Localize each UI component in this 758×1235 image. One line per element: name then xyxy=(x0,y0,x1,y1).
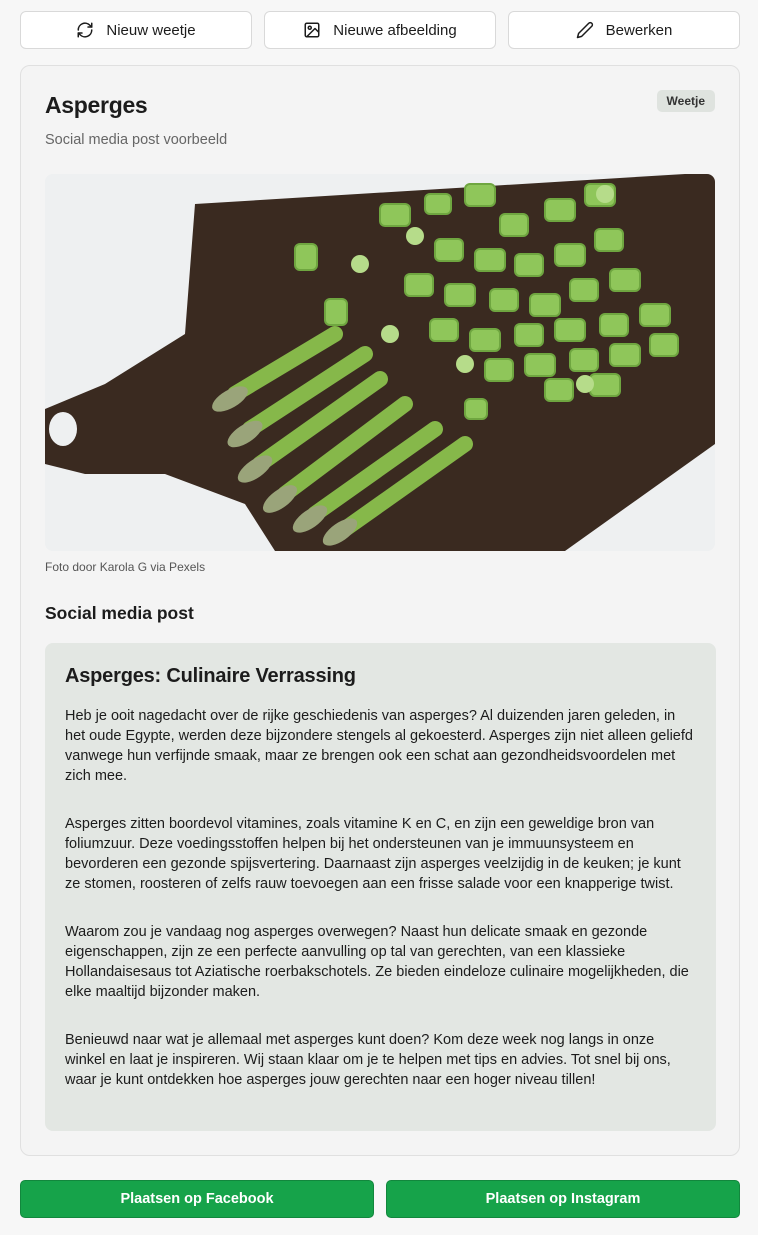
photo-credit: Foto door Karola G via Pexels xyxy=(45,560,206,574)
pencil-icon xyxy=(576,21,594,39)
social-post-preview xyxy=(45,643,716,1131)
edit-button[interactable] xyxy=(508,11,740,49)
new-fact-label: Nieuw weetje xyxy=(106,21,196,39)
post-heading: Asperges: Culinaire Verrassing xyxy=(65,665,356,687)
new-image-button[interactable] xyxy=(264,11,496,49)
section-title: Social media post xyxy=(45,603,194,623)
publish-actions xyxy=(20,1180,740,1218)
refresh-icon xyxy=(76,21,94,39)
card-subtitle: Social media post voorbeeld xyxy=(45,132,228,148)
new-image-label: Nieuwe afbeelding xyxy=(333,21,457,39)
edit-label: Bewerken xyxy=(605,21,673,39)
asparagus-photo xyxy=(45,174,715,551)
card-title: Asperges xyxy=(45,92,148,118)
post-paragraph: Benieuwd naar wat je allemaal met asperges kunt doen? Kom deze week nog langs in onze winkel en laat je inspireren. Wij staan klaar om je te helpen met tips en advies. Tot snel bij ons, waar je kunt ontdekken hoe asperges jouw gerechten naar een hoger niveau tillen! xyxy=(65,1032,671,1088)
category-badge: Weetje xyxy=(657,90,715,112)
image-icon xyxy=(303,21,321,39)
post-instagram-button[interactable]: Plaatsen op Instagram xyxy=(386,1180,740,1218)
new-fact-button[interactable] xyxy=(20,11,252,49)
post-paragraph: Heb je ooit nagedacht over de rijke geschiedenis van asperges? Al duizenden jaren geleden, in het oude Egypte, werden deze bijzondere stengels al gekoesterd. Asperges zijn niet alleen geliefd vanwege hun verfijnde smaak, maar ze brengen ook een schat aan gezondheidsvoordelen met zich mee. xyxy=(65,708,693,784)
fact-card xyxy=(20,65,740,1156)
post-facebook-button[interactable]: Plaatsen op Facebook xyxy=(20,1180,374,1218)
toolbar xyxy=(20,11,740,49)
post-paragraph: Waarom zou je vandaag nog asperges overwegen? Naast hun delicate smaak en gezonde eigenschappen, zijn ze een perfecte aanvulling op tal van gerechten, van een klassieke Hollandaisesaus tot Aziatische roerbakschotels. Ze bieden eindeloze culinaire mogelijkheden, die elke maaltijd bijzonder maken. xyxy=(65,924,689,1000)
post-paragraph: Asperges zitten boordevol vitamines, zoals vitamine K en C, en zijn een geweldige bron van foliumzuur. Deze voedingsstoffen helpen bij het ondersteunen van je immuunsysteem en bevorderen een gezonde spijsvertering. Daarnaast zijn asperges veelzijdig in de keuken; je kunt ze stomen, roosteren of zelfs rauw toevoegen aan een frisse salade voor een knapperige twist. xyxy=(65,816,681,892)
